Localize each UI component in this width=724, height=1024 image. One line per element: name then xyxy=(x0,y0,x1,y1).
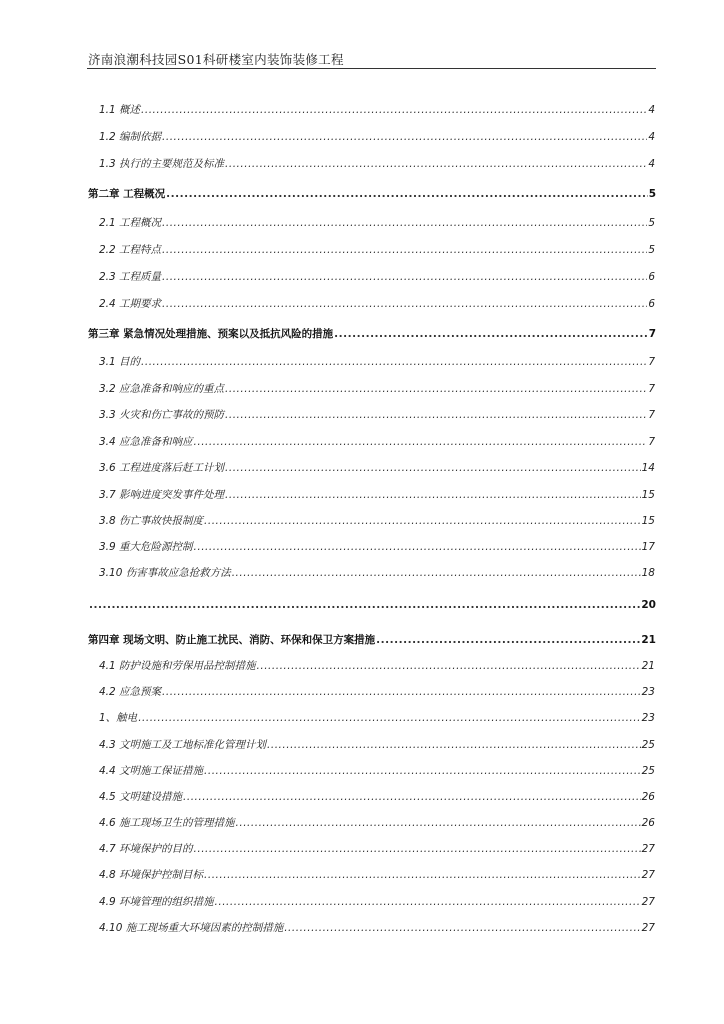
toc-entry[interactable] xyxy=(99,380,655,396)
toc-entry-label: 2.1 工程概况 xyxy=(99,217,162,229)
toc-page-number: 15 xyxy=(641,515,655,527)
toc-entry[interactable] xyxy=(99,840,655,856)
toc-leader-dots xyxy=(225,408,647,422)
toc-page-number: 18 xyxy=(641,567,655,579)
toc-leader-dots xyxy=(225,382,647,396)
toc-page-number: 23 xyxy=(641,712,655,724)
toc-entry-label: 4.8 环境保护控制目标 xyxy=(99,869,204,881)
toc-leader-dots xyxy=(162,685,641,699)
toc-entry-label: 3.4 应急准备和响应 xyxy=(99,436,193,448)
toc-page-number: 6 xyxy=(648,271,655,283)
toc-entry[interactable] xyxy=(99,866,655,882)
toc-leader-dots xyxy=(284,921,640,935)
toc-entry-label: 3.10 伤害事故应急抢救方法 xyxy=(99,567,231,579)
toc-entry[interactable] xyxy=(99,683,655,699)
toc-leader-dots xyxy=(162,130,647,144)
header-divider xyxy=(87,68,656,69)
toc-page-number: 7 xyxy=(648,383,655,395)
toc-entry[interactable] xyxy=(99,893,655,909)
toc-entry-label: 第三章 紧急情况处理措施、预案以及抵抗风险的措施 xyxy=(88,328,334,340)
toc-leader-dots xyxy=(267,738,641,752)
toc-entry[interactable] xyxy=(88,325,656,341)
toc-leader-dots xyxy=(138,711,640,725)
toc-entry[interactable] xyxy=(99,736,655,752)
toc-entry[interactable] xyxy=(99,406,655,422)
toc-leader-dots xyxy=(236,816,641,830)
toc-page-number: 27 xyxy=(641,922,655,934)
toc-entry[interactable] xyxy=(99,486,655,502)
toc-entry[interactable] xyxy=(99,709,655,725)
toc-entry-label: 4.1 防护设施和劳保用品控制措施 xyxy=(99,660,256,672)
toc-entry-label: 3.3 火灾和伤亡事故的预防 xyxy=(99,409,225,421)
toc-page-number: 4 xyxy=(648,104,655,116)
toc-entry-label: 4.3 文明施工及工地标准化管理计划 xyxy=(99,739,267,751)
toc-leader-dots xyxy=(162,243,647,257)
toc-entry-label: 4.7 环境保护的目的 xyxy=(99,843,193,855)
toc-page-number: 23 xyxy=(641,686,655,698)
toc-page-number: 6 xyxy=(648,298,655,310)
toc-entry[interactable] xyxy=(99,128,655,144)
toc-entry-label: 2.4 工期要求 xyxy=(99,298,162,310)
toc-leader-dots xyxy=(141,355,647,369)
page-header-title: 济南浪潮科技园S01科研楼室内装饰装修工程 xyxy=(88,52,344,67)
toc-entry-label: 2.3 工程质量 xyxy=(99,271,162,283)
toc-page-number: 7 xyxy=(648,356,655,368)
toc-entry[interactable] xyxy=(99,762,655,778)
toc-leader-dots xyxy=(162,297,647,311)
toc-leader-dots xyxy=(225,461,641,475)
toc-page-number: 26 xyxy=(641,817,655,829)
toc-page-number: 14 xyxy=(641,462,655,474)
toc-entry-label: 3.2 应急准备和响应的重点 xyxy=(99,383,225,395)
toc-leader-dots xyxy=(376,633,640,647)
toc-entry[interactable] xyxy=(99,214,655,230)
toc-entry-label: 第四章 现场文明、防止施工扰民、消防、环保和保卫方案措施 xyxy=(88,634,376,646)
toc-leader-dots xyxy=(141,103,647,117)
toc-entry[interactable] xyxy=(99,459,655,475)
toc-entry[interactable] xyxy=(99,814,655,830)
toc-entry[interactable] xyxy=(88,185,656,201)
toc-page-number: 5 xyxy=(648,244,655,256)
toc-entry-label: 1.3 执行的主要规范及标准 xyxy=(99,158,225,170)
toc-entry-label: 3.1 目的 xyxy=(99,356,141,368)
toc-entry[interactable] xyxy=(88,631,656,647)
toc-page-number: 15 xyxy=(641,489,655,501)
toc-entry[interactable] xyxy=(99,353,655,369)
toc-leader-dots xyxy=(89,598,640,612)
toc-entry-label: 3.8 伤亡事故快报制度 xyxy=(99,515,204,527)
toc-entry-label: 第二章 工程概况 xyxy=(88,188,166,200)
toc-leader-dots xyxy=(194,842,641,856)
toc-page-number: 27 xyxy=(641,869,655,881)
toc-leader-dots xyxy=(194,435,648,449)
toc-page-number: 7 xyxy=(648,436,655,448)
toc-entry-label: 4.5 文明建设措施 xyxy=(99,791,183,803)
toc-entry-label: 4.2 应急预案 xyxy=(99,686,162,698)
toc-entry-label: 3.6 工程进度落后赶工计划 xyxy=(99,462,225,474)
toc-page-number: 26 xyxy=(641,791,655,803)
toc-page-number: 21 xyxy=(641,634,656,646)
toc-entry-label: 4.9 环境管理的组织措施 xyxy=(99,896,214,908)
toc-leader-dots xyxy=(162,216,647,230)
toc-leader-dots xyxy=(225,157,647,171)
toc-page-number: 25 xyxy=(641,765,655,777)
toc-entry-label: 4.6 施工现场卫生的管理措施 xyxy=(99,817,235,829)
toc-entry-label: 1.1 概述 xyxy=(99,104,141,116)
toc-entry[interactable] xyxy=(99,433,655,449)
toc-page-number: 27 xyxy=(641,843,655,855)
toc-page-number: 27 xyxy=(641,896,655,908)
toc-leader-dots xyxy=(215,895,641,909)
toc-entry[interactable] xyxy=(99,295,655,311)
toc-leader-dots xyxy=(194,540,641,554)
toc-leader-dots xyxy=(334,327,648,341)
toc-entry[interactable] xyxy=(99,919,655,935)
toc-entry[interactable] xyxy=(99,538,655,554)
toc-page-number: 21 xyxy=(641,660,655,672)
toc-leader-dots xyxy=(204,868,641,882)
toc-entry-label: 2.2 工程特点 xyxy=(99,244,162,256)
toc-page-number: 5 xyxy=(648,217,655,229)
toc-entry[interactable] xyxy=(99,788,655,804)
toc-leader-dots xyxy=(183,790,641,804)
toc-page-number: 4 xyxy=(648,158,655,170)
toc-entry[interactable] xyxy=(99,512,655,528)
toc-entry[interactable] xyxy=(99,155,655,171)
toc-leader-dots xyxy=(225,488,641,502)
toc-entry-label: 1.2 编制依据 xyxy=(99,131,162,143)
toc-entry[interactable] xyxy=(99,241,655,257)
toc-entry-label: 3.7 影响进度突发事件处理 xyxy=(99,489,225,501)
toc-entry[interactable] xyxy=(88,596,656,612)
toc-leader-dots xyxy=(257,659,641,673)
toc-leader-dots xyxy=(232,566,641,580)
toc-entry-label: 3.9 重大危险源控制 xyxy=(99,541,193,553)
toc-entry[interactable] xyxy=(99,268,655,284)
toc-page-number: 25 xyxy=(641,739,655,751)
toc-entry-label: 4.10 施工现场重大环境因素的控制措施 xyxy=(99,922,284,934)
toc-page-number: 5 xyxy=(648,188,656,200)
toc-entry[interactable] xyxy=(99,564,655,580)
toc-leader-dots xyxy=(162,270,647,284)
toc-leader-dots xyxy=(204,764,641,778)
toc-leader-dots xyxy=(166,187,648,201)
toc-page-number: 17 xyxy=(641,541,655,553)
toc-page-number: 4 xyxy=(648,131,655,143)
toc-entry-label: 1、触电 xyxy=(99,712,138,724)
toc-page-number: 7 xyxy=(648,409,655,421)
toc-page-number: 20 xyxy=(641,599,656,611)
toc-page-number: 7 xyxy=(648,328,656,340)
toc-leader-dots xyxy=(204,514,641,528)
toc-entry[interactable] xyxy=(99,101,655,117)
toc-entry[interactable] xyxy=(99,657,655,673)
toc-entry-label: 4.4 文明施工保证措施 xyxy=(99,765,204,777)
